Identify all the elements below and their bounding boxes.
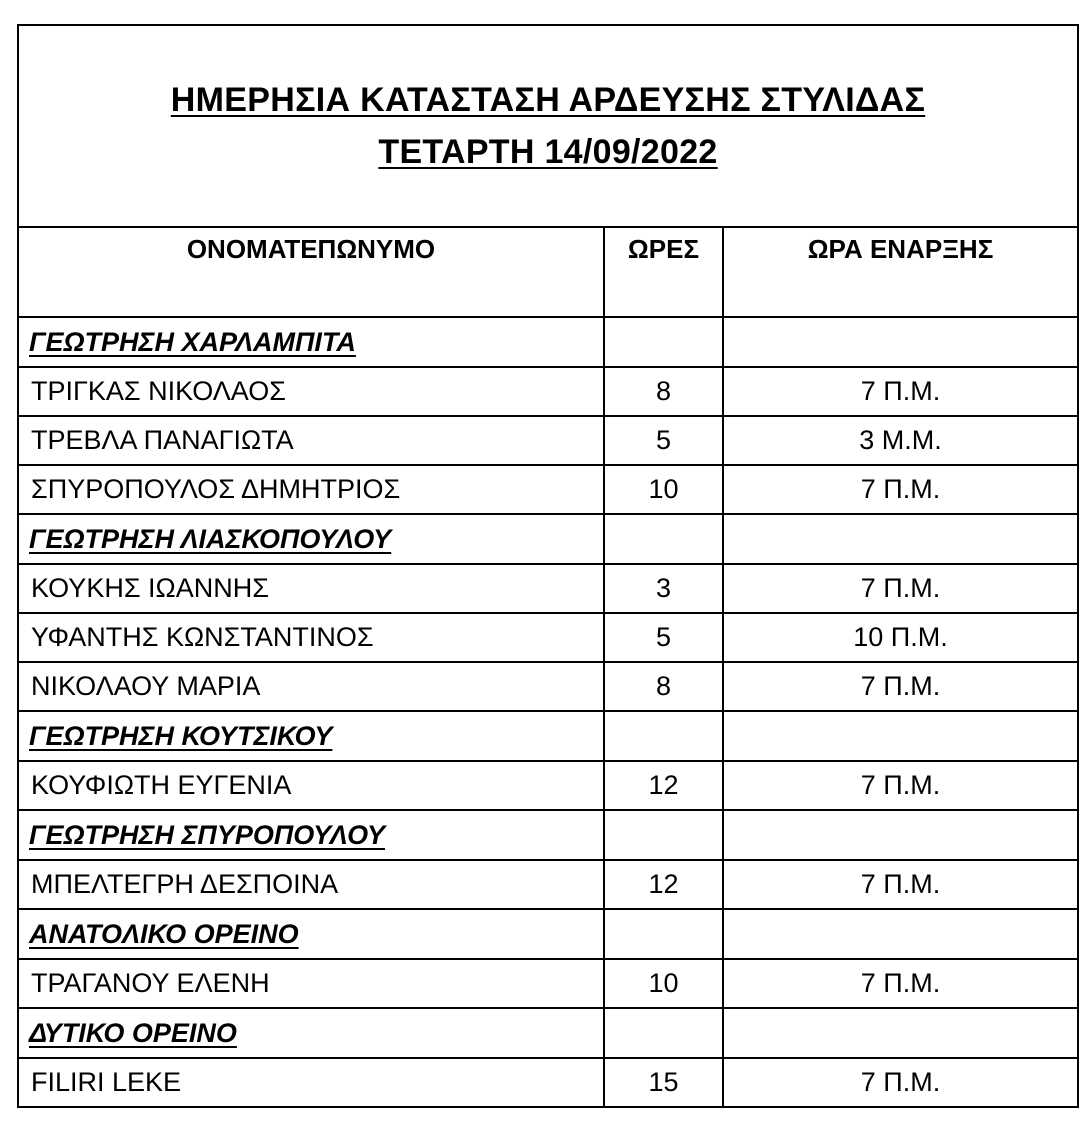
- group-time-empty: [723, 1008, 1078, 1058]
- group-hours-empty: [604, 810, 723, 860]
- person-name: ΣΠΥΡΟΠΟΥΛΟΣ ΔΗΜΗΤΡΙΟΣ: [18, 465, 604, 514]
- group-name: ΓΕΩΤΡΗΣΗ ΧΑΡΛΑΜΠΙΤΑ: [18, 317, 604, 367]
- group-name: ΓΕΩΤΡΗΣΗ ΚΟΥΤΣΙΚΟΥ: [18, 711, 604, 761]
- group-row: [18, 317, 1078, 367]
- person-name: ΚΟΥΚΗΣ ΙΩΑΝΝΗΣ: [18, 564, 604, 613]
- start-time-value: 7 Π.Μ.: [723, 662, 1078, 711]
- hours-value: 12: [604, 761, 723, 810]
- person-name: ΤΡΙΓΚΑΣ ΝΙΚΟΛΑΟΣ: [18, 367, 604, 416]
- column-header-row: [18, 227, 1078, 317]
- table-row: [18, 613, 1078, 662]
- group-row: [18, 514, 1078, 564]
- person-name: ΤΡΑΓΑΝΟΥ ΕΛΕΝΗ: [18, 959, 604, 1008]
- column-header-name: ΟΝΟΜΑΤΕΠΩΝΥΜΟ: [18, 227, 604, 317]
- irrigation-schedule-table: [17, 24, 1079, 1108]
- hours-value: 8: [604, 367, 723, 416]
- document-title: ΗΜΕΡΗΣΙΑ ΚΑΤΑΣΤΑΣΗ ΑΡΔΕΥΣΗΣ ΣΤΥΛΙΔΑΣ: [170, 81, 926, 119]
- start-time-value: 7 Π.Μ.: [723, 959, 1078, 1008]
- group-name: ΑΝΑΤΟΛΙΚΟ ΟΡΕΙΝΟ: [18, 909, 604, 959]
- column-header-start-time: ΩΡΑ ΕΝΑΡΞΗΣ: [723, 227, 1078, 317]
- group-hours-empty: [604, 514, 723, 564]
- start-time-value: 7 Π.Μ.: [723, 367, 1078, 416]
- start-time-value: 10 Π.Μ.: [723, 613, 1078, 662]
- group-row: [18, 810, 1078, 860]
- person-name: ΚΟΥΦΙΩΤΗ ΕΥΓΕΝΙΑ: [18, 761, 604, 810]
- title-cell: [18, 25, 1078, 227]
- person-name: ΤΡΕΒΛΑ ΠΑΝΑΓΙΩΤΑ: [18, 416, 604, 465]
- group-hours-empty: [604, 909, 723, 959]
- group-time-empty: [723, 909, 1078, 959]
- table-row: [18, 761, 1078, 810]
- hours-value: 15: [604, 1058, 723, 1107]
- hours-value: 12: [604, 860, 723, 909]
- group-hours-empty: [604, 317, 723, 367]
- group-name: ΔΥΤΙΚΟ ΟΡΕΙΝΟ: [18, 1008, 604, 1058]
- column-header-hours: ΩΡΕΣ: [604, 227, 723, 317]
- start-time-value: 7 Π.Μ.: [723, 1058, 1078, 1107]
- table-row: [18, 1058, 1078, 1107]
- table-row: [18, 367, 1078, 416]
- group-name: ΓΕΩΤΡΗΣΗ ΛΙΑΣΚΟΠΟΥΛΟΥ: [18, 514, 604, 564]
- hours-value: 8: [604, 662, 723, 711]
- table-row: [18, 662, 1078, 711]
- hours-value: 10: [604, 959, 723, 1008]
- group-row: [18, 1008, 1078, 1058]
- start-time-value: 7 Π.Μ.: [723, 465, 1078, 514]
- person-name: FILIRI LEKE: [18, 1058, 604, 1107]
- group-row: [18, 711, 1078, 761]
- group-hours-empty: [604, 1008, 723, 1058]
- table-row: [18, 959, 1078, 1008]
- person-name: ΥΦΑΝΤΗΣ ΚΩΝΣΤΑΝΤΙΝΟΣ: [18, 613, 604, 662]
- group-time-empty: [723, 317, 1078, 367]
- group-hours-empty: [604, 711, 723, 761]
- group-name: ΓΕΩΤΡΗΣΗ ΣΠΥΡΟΠΟΥΛΟΥ: [18, 810, 604, 860]
- start-time-value: 7 Π.Μ.: [723, 761, 1078, 810]
- table-row: [18, 564, 1078, 613]
- table-row: [18, 860, 1078, 909]
- table-row: [18, 416, 1078, 465]
- start-time-value: 7 Π.Μ.: [723, 860, 1078, 909]
- person-name: ΝΙΚΟΛΑΟΥ ΜΑΡΙΑ: [18, 662, 604, 711]
- hours-value: 3: [604, 564, 723, 613]
- group-time-empty: [723, 514, 1078, 564]
- person-name: ΜΠΕΛΤΕΓΡΗ ΔΕΣΠΟΙΝΑ: [18, 860, 604, 909]
- table-row: [18, 465, 1078, 514]
- group-time-empty: [723, 810, 1078, 860]
- hours-value: 10: [604, 465, 723, 514]
- document-date: ΤΕΤΑΡΤΗ 14/09/2022: [378, 133, 718, 171]
- table-body: [18, 25, 1078, 1107]
- start-time-value: 3 Μ.Μ.: [723, 416, 1078, 465]
- group-time-empty: [723, 711, 1078, 761]
- group-row: [18, 909, 1078, 959]
- hours-value: 5: [604, 416, 723, 465]
- start-time-value: 7 Π.Μ.: [723, 564, 1078, 613]
- hours-value: 5: [604, 613, 723, 662]
- title-row: [18, 25, 1078, 227]
